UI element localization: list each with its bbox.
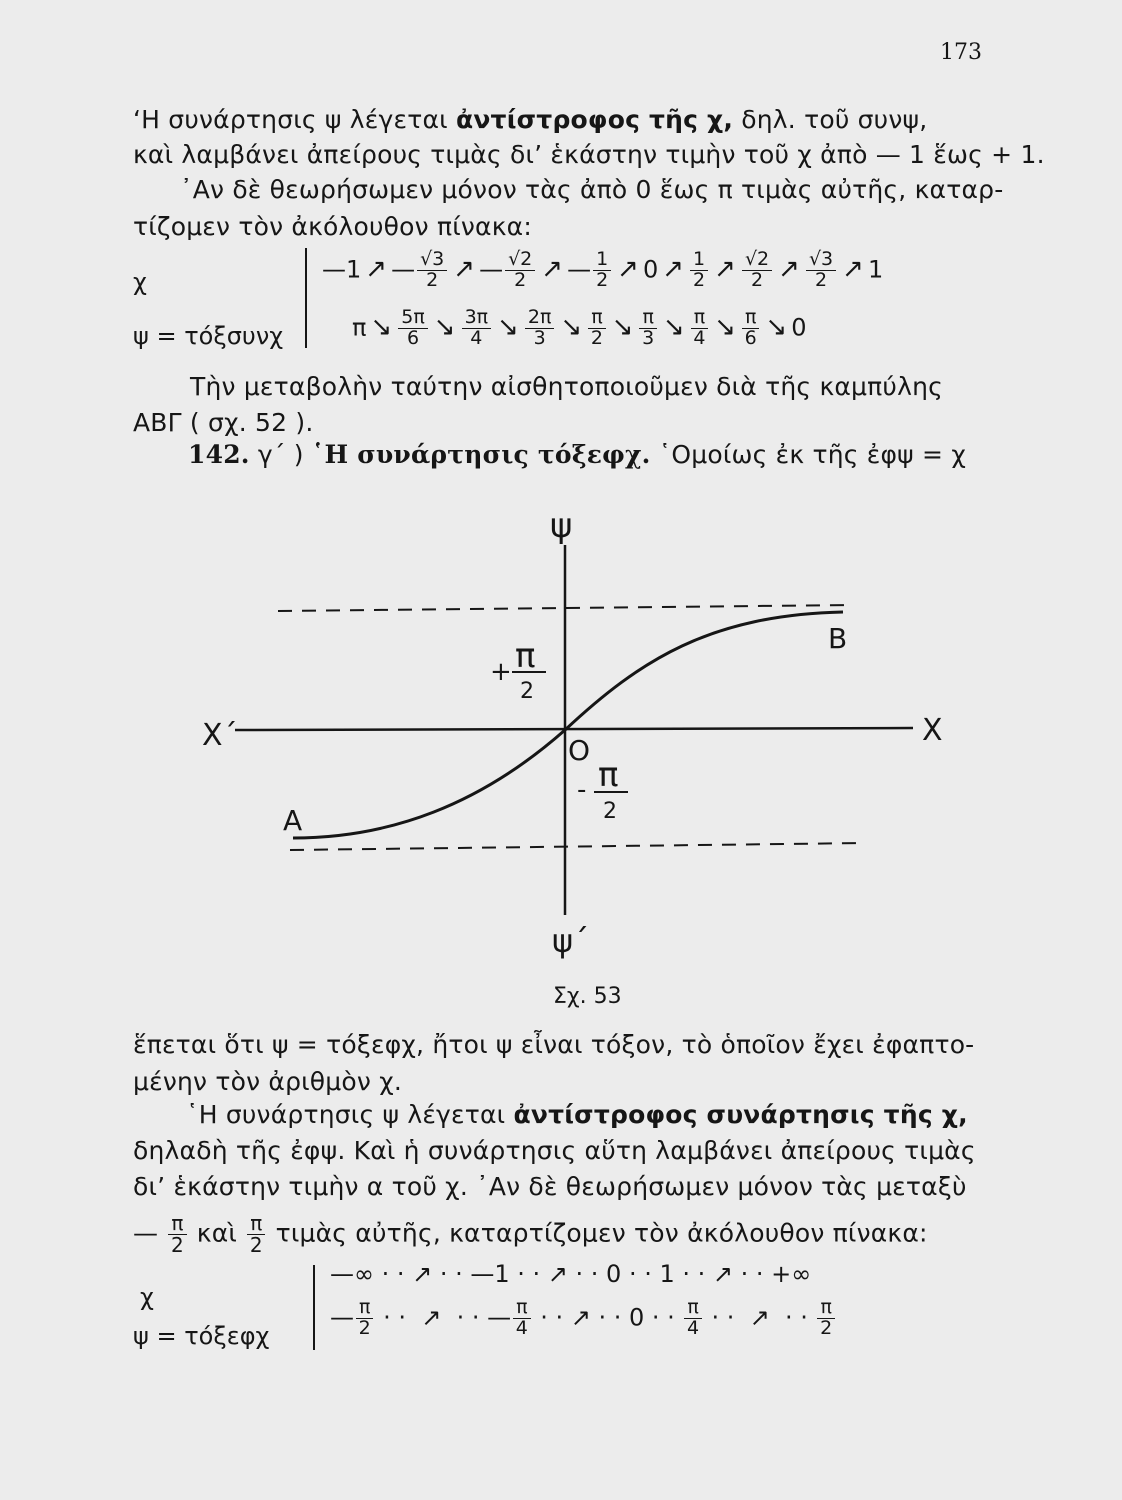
table2-x-label: χ <box>140 1283 154 1311</box>
frac-num: 3π <box>462 308 492 329</box>
arrow: ↘ <box>433 312 456 343</box>
arrow: ↘ <box>611 312 634 343</box>
para1-line1-start: ‘Η συνάρτησις ψ λέγεται <box>133 105 456 134</box>
frac-den: 2 <box>514 268 527 291</box>
frac-num: π <box>588 308 605 329</box>
frac-den: 2 <box>596 268 609 291</box>
frac-den: 6 <box>406 326 420 349</box>
para1-line4: τίζομεν τὸν ἀκόλουθον πίνακα: <box>133 212 532 241</box>
two-upper: 2 <box>520 679 534 704</box>
label-x-prime: Χ΄ <box>202 718 238 753</box>
asymptote-lower <box>290 843 865 850</box>
frac-pi-half <box>247 1213 265 1256</box>
arrow: ↗ <box>541 254 564 285</box>
frac-den: 2 <box>426 268 439 291</box>
frac-num: π <box>639 308 656 329</box>
frac-num: 2π <box>525 308 555 329</box>
para3-line5: δι’ ἑκάστην τιμὴν α τοῦ χ. ᾿Αν δὲ θεωρήσωμεν μόνον τὰς μεταξὺ <box>133 1172 967 1201</box>
frac-den: 2 <box>171 1233 184 1257</box>
plus-sign: + <box>490 657 512 687</box>
frac-sign: — <box>567 255 592 284</box>
two-lower: 2 <box>603 799 617 824</box>
x-axis <box>235 728 913 730</box>
arrow: ↗ <box>453 254 476 285</box>
frac-sign: — <box>391 255 416 284</box>
label-psi-prime: ψ΄ <box>552 922 590 960</box>
para1-line1-bold: ἀντίστροφος τῆς χ, <box>455 105 734 134</box>
arrow: ↗ <box>714 254 736 285</box>
frac-num: √2 <box>742 250 772 271</box>
table-text: · · ↗ · · 0 · · <box>532 1303 683 1332</box>
para3-line2: μένην τὸν ἀριθμὸν χ. <box>133 1067 403 1096</box>
frac-sign: — <box>330 1303 354 1332</box>
table1-x-label: χ <box>133 268 147 296</box>
para3-line6-minus: — <box>133 1218 159 1248</box>
frac-num: π <box>691 308 708 329</box>
arrow: ↘ <box>714 312 736 343</box>
para3-line1: ἕπεται ὅτι ψ = τόξεφχ, ἤτοι ψ εἶναι τόξον, τὸ ὁποῖον ἔχει ἐφαπτο- <box>133 1030 975 1059</box>
arrow: ↘ <box>662 312 685 343</box>
frac-den: 4 <box>515 1316 528 1339</box>
label-a: Α <box>283 804 303 837</box>
para1-line3: ᾿Αν δὲ θεωρήσωμεν μόνον τὰς ἀπὸ 0 ἕως π τιμὰς αὐτῆς, καταρ- <box>180 175 1004 204</box>
label-origin: Ο <box>568 734 591 767</box>
table2-psi-row <box>330 1298 837 1339</box>
fraction <box>356 1298 373 1339</box>
pi-upper: π <box>515 636 536 676</box>
arrow: ↗ <box>617 254 639 285</box>
frac-num: √3 <box>806 250 836 271</box>
para3-line6 <box>133 1213 928 1256</box>
arrow: ↘ <box>560 312 583 343</box>
table-text: · · ↗ · · <box>375 1303 488 1332</box>
frac-den: 6 <box>744 326 757 349</box>
arrow: ↘ <box>370 312 393 343</box>
fraction <box>513 1298 530 1339</box>
table1-psi-label: ψ = τόξσυνχ <box>133 322 284 350</box>
arrow: ↘ <box>497 312 519 343</box>
frac-den: 4 <box>687 1316 700 1339</box>
minus-sign: - <box>577 775 587 805</box>
arrow: ↗ <box>662 254 685 285</box>
arrow: ↘ <box>765 312 788 343</box>
frac-num: π <box>247 1213 265 1235</box>
frac-den: 2 <box>820 1316 833 1339</box>
frac-sign: — <box>479 255 504 284</box>
table-text: · · ↗ · · <box>703 1303 816 1332</box>
para1-line2: καὶ λαμβάνει ἀπείρους τιμὰς δι’ ἑκάστην τιμὴν τοῦ χ ἀπὸ — 1 ἕως + 1. <box>133 140 1045 169</box>
frac-den: 2 <box>249 1233 263 1257</box>
table2-psi-label: ψ = τόξεφχ <box>133 1322 270 1350</box>
para1-line1-end: δηλ. τοῦ συνψ, <box>733 105 928 134</box>
frac-num: π <box>513 1298 530 1319</box>
frac-den: 2 <box>750 268 764 291</box>
pi-lower: π <box>598 755 619 795</box>
para2-line1: Τὴν μεταβολὴν ταύτην αἰσθητοποιοῦμεν διὰ τῆς καμπύλης <box>190 372 943 401</box>
label-psi: ψ <box>550 506 573 546</box>
frac-den: 2 <box>358 1316 371 1339</box>
section-title: ῾Η συνάρτησις τόξεφχ. <box>311 440 651 469</box>
figure-caption: Σχ. 53 <box>553 984 622 1009</box>
para2-line2: ΑΒΓ ( σχ. 52 ). <box>133 408 314 437</box>
section-number: 142. <box>188 440 250 469</box>
arrow: ↗ <box>842 254 864 285</box>
frac-num: √3 <box>417 250 447 271</box>
table-value: 0 <box>642 255 659 284</box>
fraction <box>817 1298 834 1339</box>
frac-den: 2 <box>590 326 603 349</box>
frac-num: π <box>168 1213 186 1235</box>
frac-num: √2 <box>505 250 535 271</box>
frac-num: 1 <box>593 250 611 271</box>
section-sub: γ΄ ) <box>249 440 312 469</box>
arrow: ↗ <box>778 254 800 285</box>
label-b: Β <box>828 622 848 655</box>
table-value: 0 <box>791 313 807 342</box>
frac-num: π <box>684 1298 701 1319</box>
table2-x-row: —∞ · · ↗ · · —1 · · ↗ · · 0 · · 1 · · ↗ · · +∞ <box>330 1260 812 1288</box>
para3-line6-kai: καὶ <box>188 1218 246 1248</box>
frac-num: π <box>742 308 759 329</box>
table-value: —1 <box>322 255 362 284</box>
frac-minus-pi-half <box>168 1213 186 1256</box>
para3-line3-start: ῾Η συνάρτησις ψ λέγεται <box>186 1100 514 1129</box>
frac-den: 2 <box>814 268 828 291</box>
frac-den: 4 <box>693 326 706 349</box>
table2-brace <box>313 1265 315 1350</box>
frac-num: π <box>817 1298 834 1319</box>
frac-den: 2 <box>693 268 706 291</box>
frac-num: π <box>356 1298 373 1319</box>
para3-line3-bold: ἀντίστροφος συνάρτησις τῆς χ, <box>513 1100 968 1129</box>
arctan-curve <box>293 612 843 838</box>
arrow: ↗ <box>365 254 388 285</box>
frac-sign: — <box>487 1303 512 1332</box>
page-number: 173 <box>940 40 982 65</box>
para3-line4: δηλαδὴ τῆς ἐφψ. Καὶ ἡ συνάρτησις αὕτη λαμβάνει ἀπείρους τιμὰς <box>133 1136 976 1165</box>
para3-line3 <box>186 1100 968 1129</box>
label-x: Χ <box>922 713 943 748</box>
para3-line6-rest: τιμὰς αὐτῆς, καταρτίζομεν τὸν ἀκόλουθον πίνακα: <box>267 1218 928 1248</box>
fraction <box>684 1298 701 1339</box>
table-value: 1 <box>867 255 884 284</box>
table-value: π <box>352 313 367 342</box>
frac-den: 4 <box>470 326 483 349</box>
frac-den: 3 <box>642 326 655 349</box>
section-rest: ῾Ομοίως ἐκ τῆς ἐφψ = χ <box>650 440 966 469</box>
frac-num: 5π <box>398 308 428 329</box>
frac-den: 3 <box>533 326 546 349</box>
frac-num: 1 <box>690 250 708 271</box>
